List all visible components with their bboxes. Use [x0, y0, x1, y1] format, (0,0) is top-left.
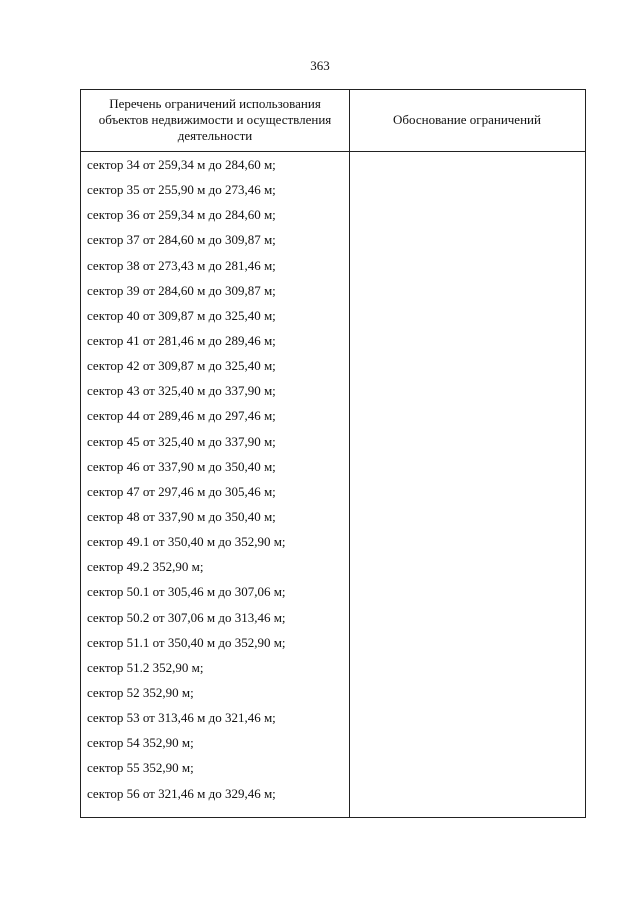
table-row: сектор 53 от 313,46 м до 321,46 м; — [87, 710, 276, 726]
table-row: сектор 44 от 289,46 м до 297,46 м; — [87, 408, 276, 424]
table-row: сектор 36 от 259,34 м до 284,60 м; — [87, 207, 276, 223]
table-row: сектор 46 от 337,90 м до 350,40 м; — [87, 458, 276, 474]
header-restrictions-list: Перечень ограничений использования объектов недвижимости и осуществления деятельности — [98, 96, 332, 143]
header-justification: Обоснование ограничений — [393, 112, 541, 127]
table-row: сектор 51.1 от 350,40 м до 352,90 м; — [87, 634, 286, 650]
restrictions-table — [80, 89, 586, 818]
table-header-row — [81, 90, 585, 152]
table-row: сектор 55 352,90 м; — [87, 760, 194, 776]
table-row: сектор 50.2 от 307,06 м до 313,46 м; — [87, 609, 286, 625]
table-row: сектор 38 от 273,43 м до 281,46 м; — [87, 257, 276, 273]
table-row: сектор 41 от 281,46 м до 289,46 м; — [87, 332, 276, 348]
table-row: сектор 45 от 325,40 м до 337,90 м; — [87, 433, 276, 449]
table-row: сектор 49.2 352,90 м; — [87, 559, 204, 575]
table-row: сектор 49.1 от 350,40 м до 352,90 м; — [87, 534, 286, 550]
table-row: сектор 51.2 352,90 м; — [87, 659, 204, 675]
page-number: 363 — [310, 58, 330, 73]
table-row: сектор 40 от 309,87 м до 325,40 м; — [87, 307, 276, 323]
restrictions-rows — [81, 152, 349, 806]
column-divider — [349, 90, 350, 817]
table-row: сектор 37 от 284,60 м до 309,87 м; — [87, 232, 276, 248]
table-row: сектор 50.1 от 305,46 м до 307,06 м; — [87, 584, 286, 600]
table-row: сектор 39 от 284,60 м до 309,87 м; — [87, 282, 276, 298]
table-row: сектор 43 от 325,40 м до 337,90 м; — [87, 383, 276, 399]
table-row: сектор 34 от 259,34 м до 284,60 м; — [87, 157, 276, 172]
table-row: сектор 54 352,90 м; — [87, 735, 194, 751]
table-row: сектор 42 от 309,87 м до 325,40 м; — [87, 358, 276, 374]
table-row: сектор 47 от 297,46 м до 305,46 м; — [87, 483, 276, 499]
table-row: сектор 52 352,90 м; — [87, 684, 194, 700]
table-row: сектор 48 от 337,90 м до 350,40 м; — [87, 508, 276, 524]
table-row: сектор 56 от 321,46 м до 329,46 м; — [87, 785, 276, 801]
table-row: сектор 35 от 255,90 м до 273,46 м; — [87, 182, 276, 198]
